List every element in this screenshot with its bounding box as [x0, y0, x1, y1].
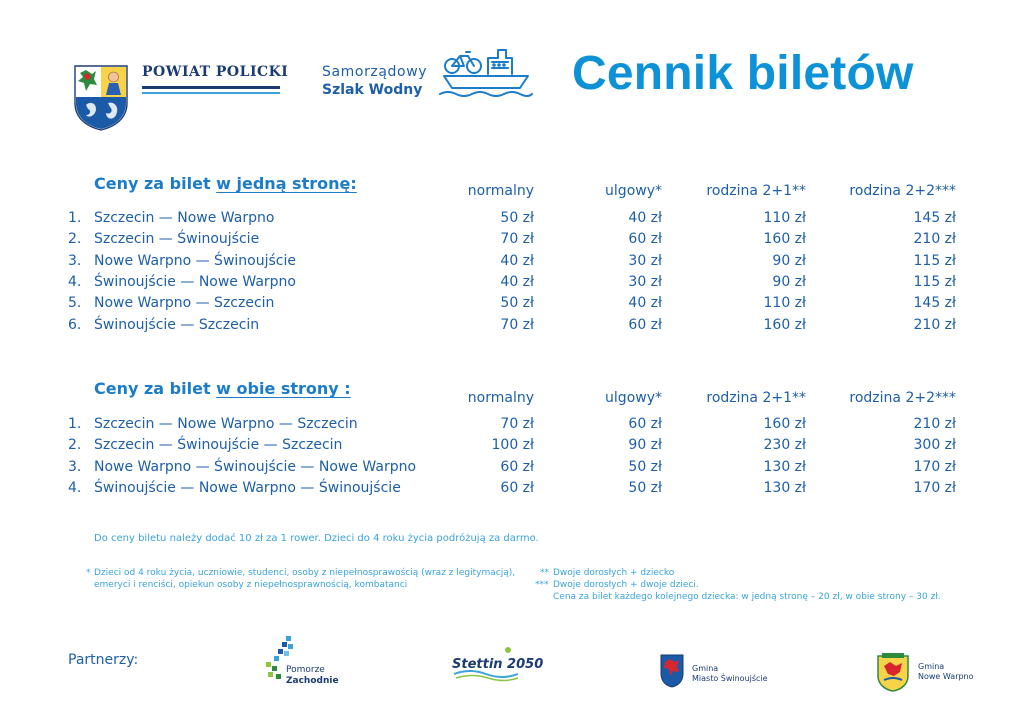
- one-way-price-cell: 160 zł: [763, 316, 806, 333]
- one-way-row-route: Nowe Warpno — Szczecin: [94, 295, 275, 312]
- one-way-price-cell: 40 zł: [628, 295, 662, 312]
- ship-bicycle-icon: [436, 44, 534, 102]
- round-trip-row-route: Nowe Warpno — Świnoujście — Nowe Warpno: [94, 458, 417, 475]
- one-way-price-cell: 50 zł: [500, 210, 534, 226]
- round-trip-price-cell: 130 zł: [763, 458, 806, 475]
- round-trip-section-title: [94, 379, 351, 398]
- one-way-price-cell: 110 zł: [763, 295, 806, 312]
- round-trip-col-normalny: normalny: [467, 390, 534, 406]
- bike-children-note: Do ceny biletu należy dodać 10 zł za 1 rower. Dzieci do 4 roku życia podróżują za darmo.: [94, 533, 539, 544]
- footnote-2-mark: **: [540, 568, 549, 578]
- one-way-price-cell: 145 zł: [913, 295, 956, 312]
- one-way-price-cell: 40 zł: [500, 252, 534, 269]
- one-way-col-rodzina-2-2: rodzina 2+2***: [849, 183, 956, 199]
- one-way-row-route: Świnoujście — Nowe Warpno: [94, 273, 296, 290]
- nowe-warpno-crest-icon: [876, 652, 910, 692]
- round-trip-price-cell: 210 zł: [913, 416, 956, 432]
- round-trip-price-cell: 90 zł: [628, 437, 662, 454]
- footnote-3-line2: Cena za bilet każdego kolejnego dziecka: w jedną stronę – 20 zł, w obie strony – 30 zł.: [553, 592, 941, 602]
- partners-label: Partnerzy:: [68, 652, 139, 668]
- page-title: Cennik biletów: [572, 47, 914, 100]
- one-way-price-cell: 145 zł: [913, 210, 956, 226]
- round-trip-price-cell: 230 zł: [763, 437, 806, 454]
- nowe-warpno-line2: Nowe Warpno: [918, 672, 974, 681]
- one-way-price-cell: 115 zł: [913, 273, 956, 290]
- round-trip-row-number: 3.: [68, 458, 82, 475]
- pomorze-logo-line2: Zachodnie: [286, 676, 339, 686]
- one-way-price-cell: 160 zł: [763, 231, 806, 248]
- round-trip-row-number: 4.: [68, 479, 82, 496]
- one-way-price-cell: 40 zł: [500, 273, 534, 290]
- one-way-row-number: 1.: [68, 210, 82, 226]
- round-trip-title-underlined: w obie strony :: [216, 379, 351, 398]
- swinoujscie-line2: Miasto Świnoujście: [692, 674, 768, 683]
- one-way-price-cell: 30 zł: [628, 252, 662, 269]
- one-way-col-rodzina-2-1: rodzina 2+1**: [706, 183, 806, 199]
- footnote-3-mark: ***: [535, 580, 549, 590]
- one-way-price-cell: 70 zł: [500, 231, 534, 248]
- one-way-price-cell: 60 zł: [628, 231, 662, 248]
- one-way-price-cell: 110 zł: [763, 210, 806, 226]
- footnote-2-text: Dwoje dorosłych + dziecko: [553, 568, 675, 578]
- round-trip-price-cell: 170 zł: [913, 479, 956, 496]
- round-trip-col-rodzina-2-1: rodzina 2+1**: [706, 390, 806, 406]
- one-way-row-route: Szczecin — Świnoujście: [94, 231, 260, 248]
- round-trip-row-number: 2.: [68, 437, 82, 454]
- pomorze-logo-line1: Pomorze: [286, 665, 325, 675]
- one-way-price-cell: 60 zł: [628, 316, 662, 333]
- round-trip-col-rodzina-2-2: rodzina 2+2***: [849, 390, 956, 406]
- one-way-row-route: Świnoujście — Szczecin: [94, 316, 260, 333]
- round-trip-row-number: 1.: [68, 416, 82, 432]
- round-trip-col-ulgowy: ulgowy*: [605, 390, 662, 406]
- round-trip-price-cell: 130 zł: [763, 479, 806, 496]
- one-way-row-number: 2.: [68, 231, 82, 248]
- round-trip-price-cell: 170 zł: [913, 458, 956, 475]
- round-trip-price-cell: 160 zł: [763, 416, 806, 432]
- round-trip-price-cell: 60 zł: [628, 416, 662, 432]
- round-trip-row-route: Świnoujście — Nowe Warpno — Świnoujście: [94, 479, 401, 496]
- round-trip-title-prefix: Ceny za bilet: [94, 379, 217, 398]
- footnote-1-line2: emeryci i renciści, opiekun osoby z niepełnosprawnością, kombatanci: [94, 580, 408, 590]
- powiat-policki-name: POWIAT POLICKI: [142, 64, 289, 80]
- footnote-3-text: Dwoje dorosłych + dwoje dzieci.: [553, 580, 699, 590]
- one-way-price-cell: 115 zł: [913, 252, 956, 269]
- one-way-price-cell: 30 zł: [628, 273, 662, 290]
- one-way-title-prefix: Ceny za bilet: [94, 174, 217, 193]
- one-way-row-route: Szczecin — Nowe Warpno: [94, 210, 275, 226]
- powiat-underline: [142, 86, 280, 89]
- one-way-col-normalny: normalny: [467, 183, 534, 199]
- round-trip-row-route: Szczecin — Nowe Warpno — Szczecin: [94, 416, 358, 432]
- one-way-price-cell: 50 zł: [500, 295, 534, 312]
- one-way-row-route: Nowe Warpno — Świnoujście: [94, 252, 296, 269]
- footnote-1-line1: Dzieci od 4 roku życia, uczniowie, studenci, osoby z niepełnosprawością (wraz z legitymacją),: [94, 568, 516, 578]
- one-way-price-cell: 90 zł: [772, 252, 806, 269]
- footnote-1-mark: *: [86, 568, 91, 578]
- round-trip-price-cell: 50 zł: [628, 458, 662, 475]
- one-way-price-cell: 210 zł: [913, 316, 956, 333]
- one-way-row-number: 4.: [68, 273, 82, 290]
- powiat-underline-accent: [142, 92, 280, 94]
- szlak-logo-line1: Samorządowy: [322, 64, 428, 80]
- one-way-price-cell: 70 zł: [500, 316, 534, 333]
- round-trip-row-route: Szczecin — Świnoujście — Szczecin: [94, 437, 343, 454]
- round-trip-price-cell: 50 zł: [628, 479, 662, 496]
- round-trip-price-cell: 60 zł: [500, 479, 534, 496]
- round-trip-price-cell: 60 zł: [500, 458, 534, 475]
- szlak-logo-line2: Szlak Wodny: [322, 82, 423, 98]
- powiat-policki-crest-icon: [74, 65, 128, 131]
- one-way-price-cell: 40 zł: [628, 210, 662, 226]
- round-trip-price-cell: 100 zł: [491, 437, 534, 454]
- one-way-row-number: 5.: [68, 295, 82, 312]
- one-way-row-number: 6.: [68, 316, 82, 333]
- one-way-section-title: [94, 174, 357, 193]
- swinoujscie-line1: Gmina: [692, 664, 719, 673]
- one-way-price-cell: 90 zł: [772, 273, 806, 290]
- one-way-title-underlined: w jedną stronę:: [216, 174, 357, 193]
- swinoujscie-crest-icon: [660, 654, 684, 688]
- one-way-row-number: 3.: [68, 252, 82, 269]
- one-way-price-cell: 210 zł: [913, 231, 956, 248]
- nowe-warpno-line1: Gmina: [918, 662, 945, 671]
- stettin-2050-logo-text: Stettin 2050: [452, 657, 544, 672]
- round-trip-price-cell: 300 zł: [913, 437, 956, 454]
- one-way-col-ulgowy: ulgowy*: [605, 183, 662, 199]
- round-trip-price-cell: 70 zł: [500, 416, 534, 432]
